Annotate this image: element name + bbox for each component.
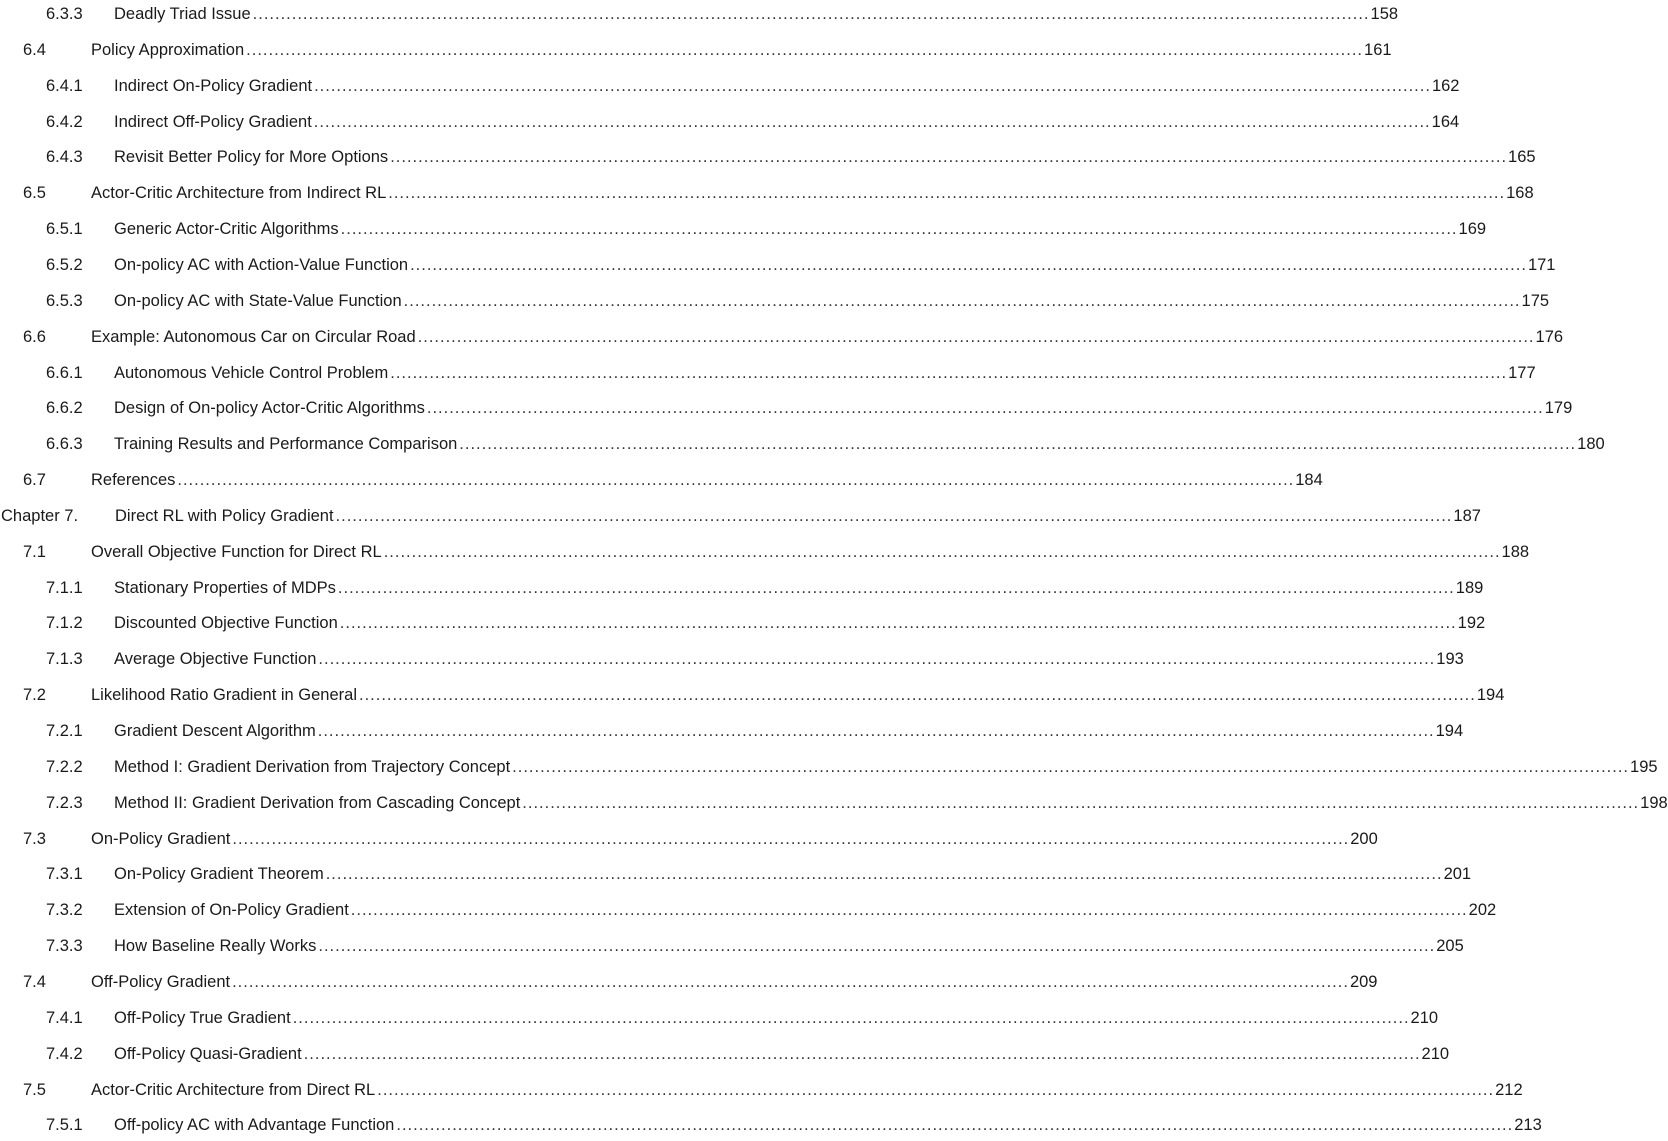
toc-entry-title: Actor-Critic Architecture from Indirect RL — [91, 181, 388, 205]
toc-entry-page: 205 — [1435, 934, 1464, 958]
toc-entry-line — [114, 289, 1550, 313]
dot-leader: ........................................................................................................................................................................................................ — [317, 722, 1435, 740]
toc-entry-number: 7.3 — [23, 829, 46, 848]
toc-entry[interactable] — [0, 253, 1556, 277]
toc-entry-page: 161 — [1363, 38, 1392, 62]
toc-entry-title: On-policy AC with State-Value Function — [114, 289, 404, 313]
toc-entry[interactable] — [0, 1006, 1439, 1030]
toc-entry-line — [114, 432, 1605, 456]
toc-entry-number: 6.5.2 — [46, 255, 83, 274]
toc-entry-line — [114, 719, 1464, 743]
toc-entry-page: 168 — [1505, 181, 1534, 205]
toc-entry-line — [91, 1078, 1523, 1102]
toc-entry-title: Overall Objective Function for Direct RL — [91, 540, 384, 564]
toc-entry-line — [115, 504, 1481, 528]
toc-entry-number: 6.4.1 — [46, 76, 83, 95]
toc-entry-line — [114, 145, 1536, 169]
dot-leader: ........................................................................................................................................................................................................ — [396, 1116, 1514, 1135]
dot-leader: ........................................................................................................................................................................................................ — [417, 327, 1535, 346]
dot-leader: ........................................................................................................................................................................................................ — [337, 578, 1455, 597]
dot-leader: ........................................................................................................................................................................................................ — [403, 291, 1521, 310]
toc-entry-title: Off-Policy Gradient — [91, 970, 232, 994]
toc-entry-title: Policy Approximation — [91, 38, 246, 62]
toc-entry-line — [91, 181, 1534, 205]
toc-entry-title: Example: Autonomous Car on Circular Road — [91, 325, 418, 349]
toc-entry-number: 7.2.1 — [46, 722, 83, 740]
dot-leader: ........................................................................................................................................................................................................ — [303, 1044, 1421, 1063]
toc-entry-line — [91, 540, 1530, 564]
toc-entry-page: 213 — [1513, 1113, 1542, 1137]
toc-entry[interactable] — [0, 540, 1530, 564]
toc-entry[interactable] — [0, 647, 1464, 671]
toc-entry-page: 210 — [1410, 1006, 1439, 1030]
toc-entry-number: 7.2.2 — [46, 757, 83, 776]
toc-entry-number: 7.5 — [23, 1080, 46, 1099]
toc-entry[interactable] — [0, 432, 1605, 456]
toc-entry[interactable] — [0, 611, 1486, 635]
toc-entry-page: 198 — [1639, 791, 1668, 815]
toc-entry-line — [91, 970, 1378, 994]
toc-entry-page: 184 — [1294, 468, 1323, 492]
dot-leader: ........................................................................................................................................................................................................ — [383, 542, 1501, 561]
toc-entry-page: 162 — [1431, 74, 1460, 98]
toc-entry-page: 195 — [1629, 755, 1658, 779]
dot-leader: ........................................................................................................................................................................................................ — [232, 829, 1350, 848]
toc-entry-page: 212 — [1494, 1078, 1523, 1102]
toc-entry-page: 187 — [1452, 504, 1481, 528]
toc-entry[interactable] — [0, 504, 1481, 528]
toc-entry-number: Chapter 7. — [1, 506, 79, 525]
dot-leader: ........................................................................................................................................................................................................ — [232, 972, 1349, 991]
toc-entry-line — [114, 1006, 1439, 1030]
toc-entry-number: 7.1.3 — [46, 650, 83, 669]
toc-entry-line — [91, 325, 1564, 349]
dot-leader: ........................................................................................................................................................................................................ — [177, 471, 1295, 490]
toc-entry-line — [114, 755, 1658, 779]
toc-entry-title: Off-Policy True Gradient — [114, 1006, 293, 1030]
toc-entry[interactable] — [0, 862, 1472, 886]
toc-entry-line — [114, 862, 1472, 886]
toc-entry[interactable] — [0, 970, 1378, 994]
toc-entry-number: 6.6.1 — [46, 363, 83, 382]
dot-leader: ........................................................................................................................................................................................................ — [246, 40, 1364, 59]
toc-entry-line — [114, 611, 1486, 635]
toc-entry[interactable] — [0, 1042, 1450, 1066]
toc-entry-title: Design of On-policy Actor-Critic Algorithms — [114, 396, 427, 420]
toc-entry[interactable] — [0, 1113, 1542, 1137]
toc-entry[interactable] — [0, 755, 1658, 779]
toc-entry-page: 210 — [1421, 1042, 1450, 1066]
toc-entry-page: 176 — [1535, 325, 1564, 349]
toc-entry-page: 194 — [1435, 719, 1464, 743]
toc-entry-number: 6.3.3 — [46, 5, 83, 23]
toc-entry-number: 6.7 — [23, 471, 46, 490]
toc-entry-number: 7.4 — [23, 972, 46, 991]
dot-leader: ........................................................................................................................................................................................................ — [359, 686, 1476, 705]
dot-leader: ........................................................................................................................................................................................................ — [313, 112, 1431, 131]
toc-entry-line — [114, 1113, 1542, 1137]
toc-entry-line — [114, 576, 1484, 600]
toc-entry-title: Method II: Gradient Derivation from Cascading Concept — [114, 791, 522, 815]
toc-entry-title: Discounted Objective Function — [114, 611, 340, 635]
toc-entry-line — [114, 934, 1464, 958]
toc-entry-title: Off-policy AC with Advantage Function — [114, 1113, 396, 1137]
toc-entry-number: 7.3.2 — [46, 901, 83, 920]
toc-entry[interactable] — [0, 38, 1392, 62]
toc-entry[interactable] — [0, 719, 1464, 743]
toc-entry[interactable] — [0, 145, 1536, 169]
toc-entry-line — [114, 647, 1464, 671]
toc-entry[interactable] — [0, 468, 1323, 492]
toc-entry-title: On-Policy Gradient Theorem — [114, 862, 326, 886]
toc-entry-number: 6.6 — [23, 327, 46, 346]
dot-leader: ........................................................................................................................................................................................................ — [292, 1008, 1410, 1027]
toc-entry-page: 164 — [1431, 110, 1460, 134]
toc-entry[interactable] — [0, 934, 1464, 958]
toc-entry-title: Method I: Gradient Derivation from Trajectory Concept — [114, 755, 512, 779]
toc-entry-page: 179 — [1544, 396, 1573, 420]
toc-entry[interactable] — [0, 827, 1378, 851]
toc-entry-page: 192 — [1457, 611, 1486, 635]
toc-entry-number: 7.1.1 — [46, 578, 83, 597]
dot-leader: ........................................................................................................................................................................................................ — [335, 506, 1453, 525]
dot-leader: ........................................................................................................................................................................................................ — [388, 184, 1506, 203]
dot-leader: ........................................................................................................................................................................................................ — [426, 399, 1544, 418]
toc-entry-page: 193 — [1435, 647, 1464, 671]
toc-entry-page: 158 — [1370, 2, 1399, 26]
dot-leader: ........................................................................................................................................................................................................ — [522, 793, 1640, 812]
toc-entry-line — [114, 396, 1573, 420]
toc-entry-page: 175 — [1521, 289, 1550, 313]
toc-entry-line — [114, 74, 1460, 98]
toc-entry-title: Training Results and Performance Comparison — [114, 432, 459, 456]
dot-leader: ........................................................................................................................................................................................................ — [252, 5, 1370, 23]
toc-entry-page: 201 — [1443, 862, 1472, 886]
dot-leader: ........................................................................................................................................................................................................ — [390, 148, 1508, 167]
toc-entry-number: 6.5.1 — [46, 220, 83, 239]
toc-entry-title: Autonomous Vehicle Control Problem — [114, 361, 390, 385]
toc-entry-page: 180 — [1576, 432, 1605, 456]
toc-entry-title: Direct RL with Policy Gradient — [115, 504, 336, 528]
toc-entry-line — [114, 898, 1497, 922]
toc-entry-title: Stationary Properties of MDPs — [114, 576, 338, 600]
toc-entry-line — [114, 217, 1487, 241]
toc-entry[interactable] — [0, 1078, 1523, 1102]
toc-entry-page: 177 — [1507, 361, 1536, 385]
toc-entry[interactable] — [0, 217, 1487, 241]
toc-entry-page: 194 — [1476, 683, 1505, 707]
toc-entry-title: Revisit Better Policy for More Options — [114, 145, 390, 169]
toc-entry-title: Actor-Critic Architecture from Direct RL — [91, 1078, 377, 1102]
toc-entry-number: 7.3.3 — [46, 937, 83, 956]
dot-leader: ........................................................................................................................................................................................................ — [390, 363, 1508, 382]
toc-entry-line — [114, 110, 1460, 134]
toc-entry-page: 189 — [1455, 576, 1484, 600]
toc-entry-title: How Baseline Really Works — [114, 934, 318, 958]
toc-entry[interactable] — [0, 2, 1399, 26]
toc-entry-number: 7.3.1 — [46, 865, 83, 884]
toc-entry-line — [114, 253, 1556, 277]
dot-leader: ........................................................................................................................................................................................................ — [339, 614, 1457, 633]
toc-entry-number: 7.2 — [23, 686, 46, 705]
dot-leader: ........................................................................................................................................................................................................ — [512, 757, 1630, 776]
toc-entry-number: 6.6.2 — [46, 399, 83, 418]
toc-entry-page: 169 — [1458, 217, 1487, 241]
toc-entry[interactable] — [0, 576, 1484, 600]
toc-entry-number: 7.2.3 — [46, 793, 83, 812]
toc-entry[interactable] — [0, 74, 1460, 98]
toc-entry-number: 6.5 — [23, 184, 46, 203]
toc-entry-title: Likelihood Ratio Gradient in General — [91, 683, 359, 707]
dot-leader: ........................................................................................................................................................................................................ — [410, 255, 1527, 274]
toc-entry[interactable] — [0, 110, 1460, 134]
toc-entry-page: 209 — [1349, 970, 1378, 994]
toc-entry[interactable] — [0, 396, 1573, 420]
toc-entry[interactable] — [0, 181, 1534, 205]
toc-entry-number: 6.5.3 — [46, 291, 83, 310]
toc-entry[interactable] — [0, 325, 1564, 349]
toc-entry-title: Gradient Descent Algorithm — [114, 719, 318, 743]
toc-entry-line — [91, 683, 1505, 707]
toc-entry-page: 188 — [1501, 540, 1530, 564]
toc-entry-number: 7.1.2 — [46, 614, 83, 633]
toc-entry-title: Indirect Off-Policy Gradient — [114, 110, 314, 134]
toc-entry-page: 200 — [1349, 827, 1378, 851]
toc-entry-title: Indirect On-Policy Gradient — [114, 74, 314, 98]
toc-entry-number: 7.4.1 — [46, 1008, 83, 1027]
toc-entry-line — [114, 791, 1668, 815]
toc-entry-number: 6.4 — [23, 40, 46, 59]
toc-entry[interactable] — [0, 791, 1668, 815]
toc-entry-title: On-policy AC with Action-Value Function — [114, 253, 410, 277]
dot-leader: ........................................................................................................................................................................................................ — [314, 76, 1431, 95]
dot-leader: ........................................................................................................................................................................................................ — [350, 901, 1468, 920]
dot-leader: ........................................................................................................................................................................................................ — [325, 865, 1443, 884]
toc-entry[interactable] — [0, 898, 1497, 922]
toc-entry-line — [114, 361, 1536, 385]
toc-entry-number: 6.6.3 — [46, 435, 83, 454]
toc-entry-line — [114, 1042, 1450, 1066]
toc-entry-number: 6.4.2 — [46, 112, 83, 131]
toc-entry[interactable] — [0, 361, 1536, 385]
toc-entry-title: Deadly Triad Issue — [114, 2, 253, 26]
toc-entry-number: 7.1 — [23, 542, 46, 561]
toc-entry-title: Generic Actor-Critic Algorithms — [114, 217, 341, 241]
dot-leader: ........................................................................................................................................................................................................ — [340, 220, 1458, 239]
toc-entry-title: Extension of On-Policy Gradient — [114, 898, 351, 922]
toc-entry-page: 171 — [1527, 253, 1556, 277]
toc-entry-line — [91, 827, 1378, 851]
toc-entry[interactable] — [0, 289, 1550, 313]
toc-entry-number: 6.4.3 — [46, 148, 83, 167]
toc-entry-number: 7.4.2 — [46, 1044, 83, 1063]
toc-entry-page: 202 — [1468, 898, 1497, 922]
toc-entry-title: On-Policy Gradient — [91, 827, 232, 851]
dot-leader: ........................................................................................................................................................................................................ — [459, 435, 1577, 454]
toc-entry-title: References — [91, 468, 177, 492]
dot-leader: ........................................................................................................................................................................................................ — [377, 1080, 1495, 1099]
toc-entry-title: Off-Policy Quasi-Gradient — [114, 1042, 304, 1066]
toc-entry-line — [91, 468, 1323, 492]
toc-entry[interactable] — [0, 683, 1505, 707]
toc-entry-line — [114, 2, 1399, 26]
toc-entry-number: 7.5.1 — [46, 1116, 83, 1135]
dot-leader: ........................................................................................................................................................................................................ — [318, 650, 1436, 669]
toc-entry-title: Average Objective Function — [114, 647, 318, 671]
toc-entry-page: 165 — [1507, 145, 1536, 169]
dot-leader: ........................................................................................................................................................................................................ — [318, 937, 1436, 956]
toc-entry-line — [91, 38, 1392, 62]
